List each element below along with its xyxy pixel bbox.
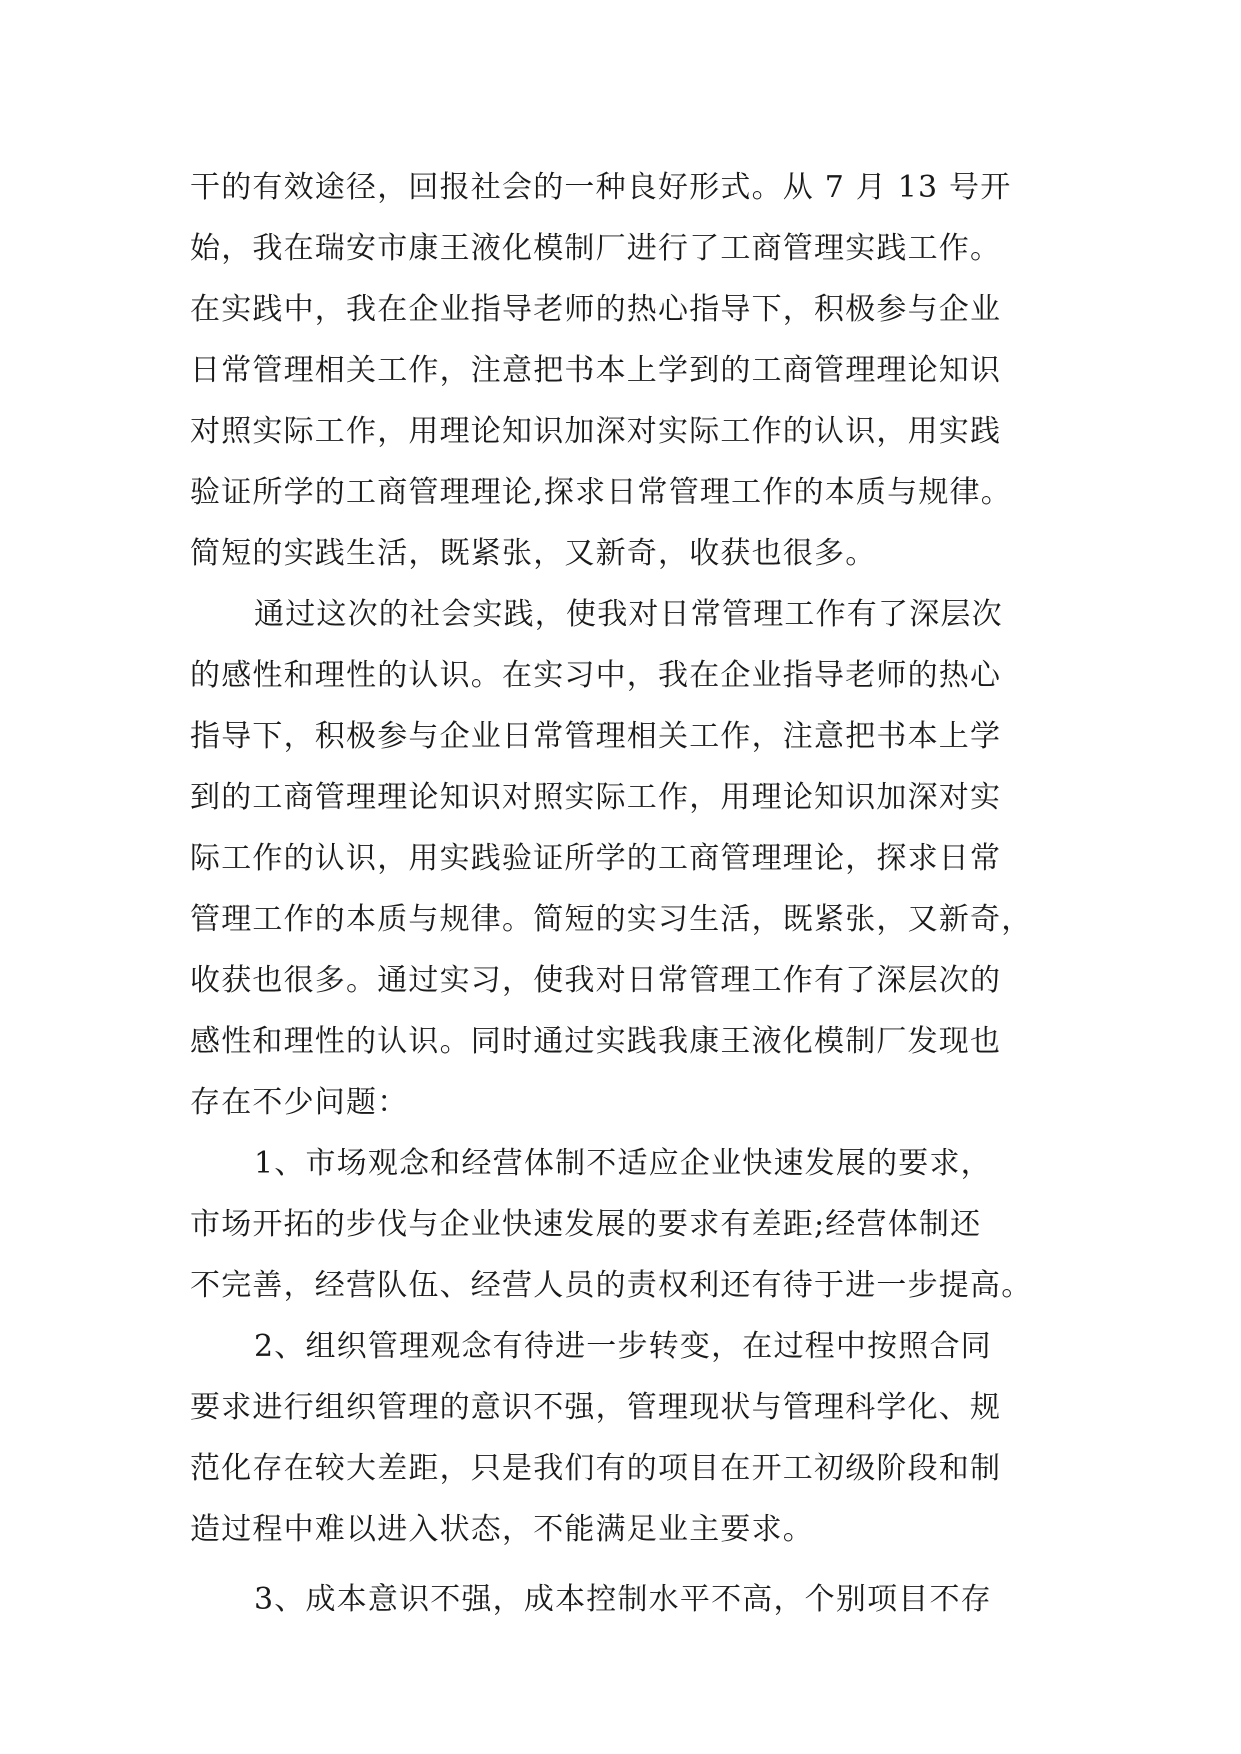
paragraph-1 [190, 157, 1060, 584]
text-line: 始，我在瑞安市康王液化模制厂进行了工商管理实践工作。 [190, 231, 1002, 266]
paragraph-4-list-item-2 [190, 1316, 1060, 1560]
text-line: 到的工商管理理论知识对照实际工作，用理论知识加深对实 [190, 780, 1002, 815]
text-line: 存在不少问题： [190, 1085, 409, 1120]
text-line: 1、市场观念和经营体制不适应企业快速发展的要求， [254, 1146, 992, 1181]
text-line: 管理工作的本质与规律。简短的实习生活，既紧张，又新奇， [190, 902, 1033, 937]
text-line: 不完善，经营队伍、经营人员的责权利还有待于进一步提高。 [190, 1268, 1033, 1303]
text-line: 感性和理性的认识。同时通过实践我康王液化模制厂发现也 [190, 1024, 1002, 1059]
paragraph-3-list-item-1 [190, 1133, 1060, 1316]
text-line: 造过程中难以进入状态，不能满足业主要求。 [190, 1512, 814, 1547]
text-line: 日常管理相关工作，注意把书本上学到的工商管理理论知识 [190, 353, 1002, 388]
text-line: 3、成本意识不强，成本控制水平不高，个别项目不存 [254, 1582, 992, 1617]
text-line: 市场开拓的步伐与企业快速发展的要求有差距;经营体制还 [190, 1207, 982, 1242]
text-line: 2、组织管理观念有待进一步转变，在过程中按照合同 [254, 1329, 992, 1364]
text-line: 验证所学的工商管理理论,探求日常管理工作的本质与规律。 [190, 475, 1012, 510]
text-line: 干的有效途径，回报社会的一种良好形式。从 7 月 13 号开 [190, 170, 1012, 205]
text-line: 际工作的认识，用实践验证所学的工商管理理论，探求日常 [190, 841, 1002, 876]
text-line: 通过这次的社会实践，使我对日常管理工作有了深层次 [254, 597, 1003, 632]
text-line: 范化存在较大差距，只是我们有的项目在开工初级阶段和制 [190, 1451, 1002, 1486]
paragraph-spacer [190, 1560, 1060, 1569]
text-line: 对照实际工作，用理论知识加深对实际工作的认识，用实践 [190, 414, 1002, 449]
text-line: 在实践中，我在企业指导老师的热心指导下，积极参与企业 [190, 292, 1002, 327]
text-line: 指导下，积极参与企业日常管理相关工作，注意把书本上学 [190, 719, 1002, 754]
text-line: 的感性和理性的认识。在实习中，我在企业指导老师的热心 [190, 658, 1002, 693]
text-line: 要求进行组织管理的意识不强，管理现状与管理科学化、规 [190, 1390, 1002, 1425]
paragraph-5-list-item-3 [190, 1569, 1060, 1630]
document-body [190, 157, 1060, 1630]
text-line: 收获也很多。通过实习，使我对日常管理工作有了深层次的 [190, 963, 1002, 998]
paragraph-2 [190, 584, 1060, 1133]
text-line: 简短的实践生活，既紧张，又新奇，收获也很多。 [190, 536, 877, 571]
